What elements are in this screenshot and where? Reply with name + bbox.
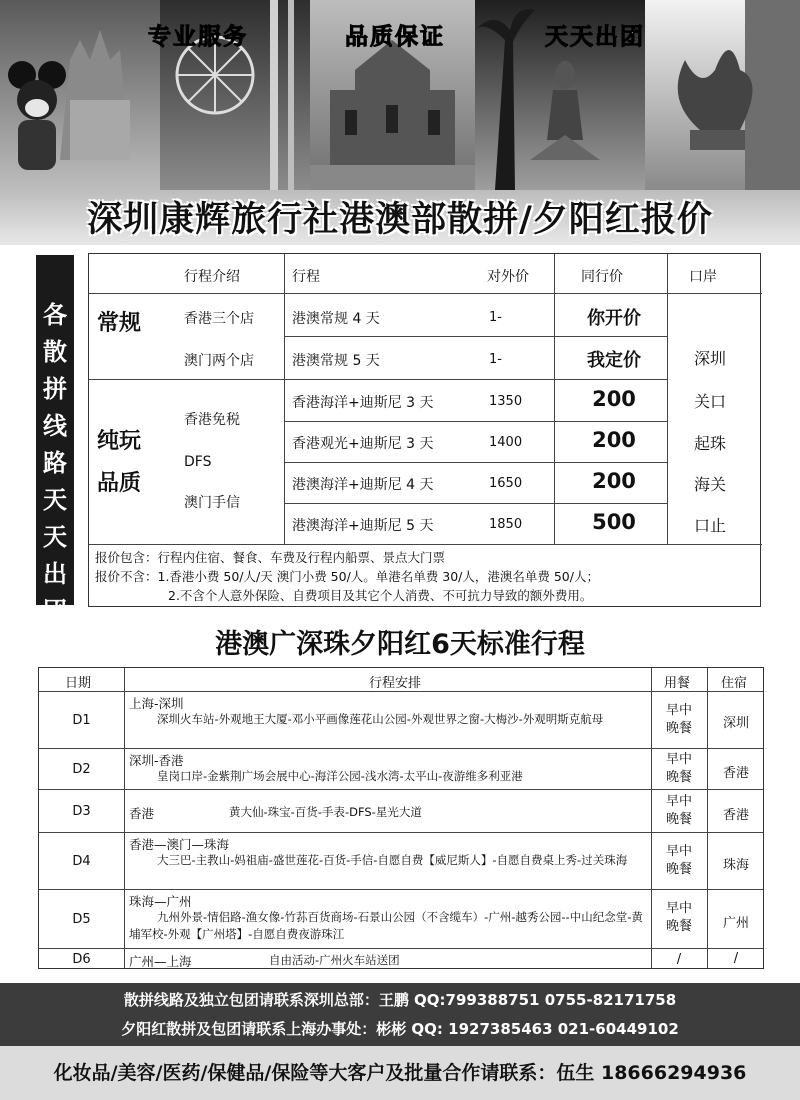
note-included: 报价包含：行程内住宿、餐食、车费及行程内船票、景点大门票 [95,550,446,565]
day-lodging: 珠海 [722,858,749,873]
slogan-daily-departure: 天天出团 [545,23,645,50]
meal-dinner: 晚餐 [665,862,692,877]
day-route: 香港—澳门—珠海 [129,837,230,852]
side-label [36,255,74,625]
header-public-price: 对外价 [487,269,529,285]
intro-hk-dutyfree: 香港免税 [184,412,240,428]
price-pure-2: 1400 [489,435,523,450]
meal-dinner: 晚餐 [665,919,692,934]
meal-breakfast-lunch: 早中 [665,794,692,809]
note-excluded-1: 报价不含：1.香港小费 50/人/天 澳门小费 50/人。单港名单费 30/人，港澳名单费 50/人； [95,569,599,584]
price-regular-5d: 1- [489,352,502,367]
port-line-5: 口止 [693,516,726,535]
meal-dinner: 晚餐 [665,721,692,736]
day-meal [651,793,707,829]
day-lodging: 香港 [722,808,749,823]
meal-breakfast-lunch: 早中 [665,752,692,767]
mickey-castle-illustration [0,0,160,190]
side-label-text: 各散拼线路天天出团 [43,301,67,625]
route-regular-5d: 港澳常规 5 天 [292,353,380,369]
price-regular-4d: 1- [489,310,502,325]
route-pure-4: 港澳海洋+迪斯尼 5 天 [292,518,434,534]
day-meal [651,843,707,879]
slogan-quality-guarantee: 品质保证 [345,23,445,50]
day-label: D5 [72,912,91,927]
price-pure-4: 1850 [489,517,523,532]
peer-price-regular-4d: 你开价 [587,308,641,329]
itinerary-table [38,667,764,969]
note-excluded-2: 2.不含个人意外保险、自费项目及其它个人消费、不可抗力导致的额外费用。 [168,588,593,603]
peer-price-pure-4: 500 [592,510,636,534]
day-meal [651,900,707,936]
route-pure-2: 香港观光+迪斯尼 3 天 [292,436,434,452]
route-pure-3: 港澳海洋+迪斯尼 4 天 [292,477,434,493]
photo-mickey-castle [0,0,160,190]
day-lodging: 广州 [722,916,749,931]
peer-price-pure-1: 200 [592,387,636,411]
price-table [88,253,761,607]
intro-dfs: DFS [184,454,212,470]
category-pure-line2: 品质 [97,470,142,496]
day-lodging: 香港 [722,766,749,781]
day-description: 九州外景-情侣路-渔女像-竹荪百货商场-石景山公园（不含缆车）-广州-越秀公园--中山纪念堂-黄埔军校-外观【广州塔】-自愿自费夜游珠江 [129,910,643,941]
day-label: D3 [72,804,91,819]
day-description: 自由活动-广州火车站送团 [269,953,400,967]
meal-dinner: 晚餐 [665,812,692,827]
day-label: D6 [72,952,91,967]
day-route: 广州—上海 [129,954,192,969]
port-line-2: 关口 [693,392,726,411]
route-pure-1: 香港海洋+迪斯尼 3 天 [292,395,434,411]
header-banner [0,0,800,245]
header-date: 日期 [65,676,92,691]
contact-shanghai: 夕阳红散拼及包团请联系上海办事处：彬彬 QQ: 1927385463 021-60449102 [121,1020,679,1038]
category-pure-line1: 纯玩 [97,428,142,454]
business-cooperation-bar: 化妆品/美容/医药/保健品/保险等大客户及批量合作请联系：伍生 18666294936 [0,1046,800,1100]
day-route: 深圳-香港 [129,753,184,768]
header-peer-price: 同行价 [581,269,623,285]
day-label: D2 [72,762,91,777]
header-meals: 用餐 [664,676,691,691]
day-meal: / [676,952,682,967]
day-description: 深圳火车站-外观地王大厦-邓小平画像莲花山公园-外观世界之窗-大梅沙-外观明斯克航母 [157,712,604,726]
day-route: 上海-深圳 [129,696,184,711]
photo-golden-bauhinia [645,0,800,190]
meal-breakfast-lunch: 早中 [665,901,692,916]
page-title: 深圳康辉旅行社港澳部散拼/夕阳红报价 [87,200,713,240]
header-port: 口岸 [689,269,717,285]
meal-breakfast-lunch: 早中 [665,703,692,718]
meal-dinner: 晚餐 [665,770,692,785]
day-lodging: / [733,951,739,966]
contact-bar [0,983,800,1046]
header-route: 行程 [292,269,320,285]
peer-price-pure-2: 200 [592,428,636,452]
day-route: 珠海—广州 [129,894,192,909]
peer-price-regular-5d: 我定价 [587,350,641,371]
meal-breakfast-lunch: 早中 [665,844,692,859]
day-description: 皇岗口岸-金紫荆广场会展中心-海洋公园-浅水湾-太平山-夜游维多利亚港 [157,769,523,783]
slogan-professional-service: 专业服务 [148,23,248,50]
header-schedule: 行程安排 [369,676,422,691]
day-meal [651,751,707,787]
day-meal [651,702,707,738]
price-pure-3: 1650 [489,476,523,491]
category-regular: 常规 [97,310,142,336]
itinerary-title: 港澳广深珠夕阳红6天标准行程 [215,629,585,660]
intro-macau-shops: 澳门两个店 [184,353,254,369]
header-intro: 行程介绍 [184,269,240,285]
route-regular-4d: 港澳常规 4 天 [292,311,380,327]
bauhinia-illustration [645,0,800,190]
intro-macau-souvenir: 澳门手信 [184,495,240,511]
price-pure-1: 1350 [489,394,523,409]
intro-hk-shops: 香港三个店 [184,311,254,327]
contact-shenzhen: 散拼线路及独立包团请联系深圳总部：王鹏 QQ:799388751 0755-82171758 [123,991,677,1009]
day-description: 黄大仙-珠宝-百货-手表-DFS-星光大道 [229,805,422,819]
header-lodging: 住宿 [721,676,748,691]
day-label: D4 [72,854,91,869]
port-line-3: 起珠 [693,434,726,453]
peer-price-pure-3: 200 [592,469,636,493]
day-description: 大三巴-主教山-妈祖庙-盛世莲花-百货-手信-自愿自费【威尼斯人】-自愿自费桌上秀-过关珠海 [157,853,628,867]
port-line-1: 深圳 [693,349,726,368]
port-line-4: 海关 [693,475,726,494]
day-label: D1 [72,713,91,728]
day-lodging: 深圳 [722,716,749,731]
day-route: 香港 [129,806,155,821]
